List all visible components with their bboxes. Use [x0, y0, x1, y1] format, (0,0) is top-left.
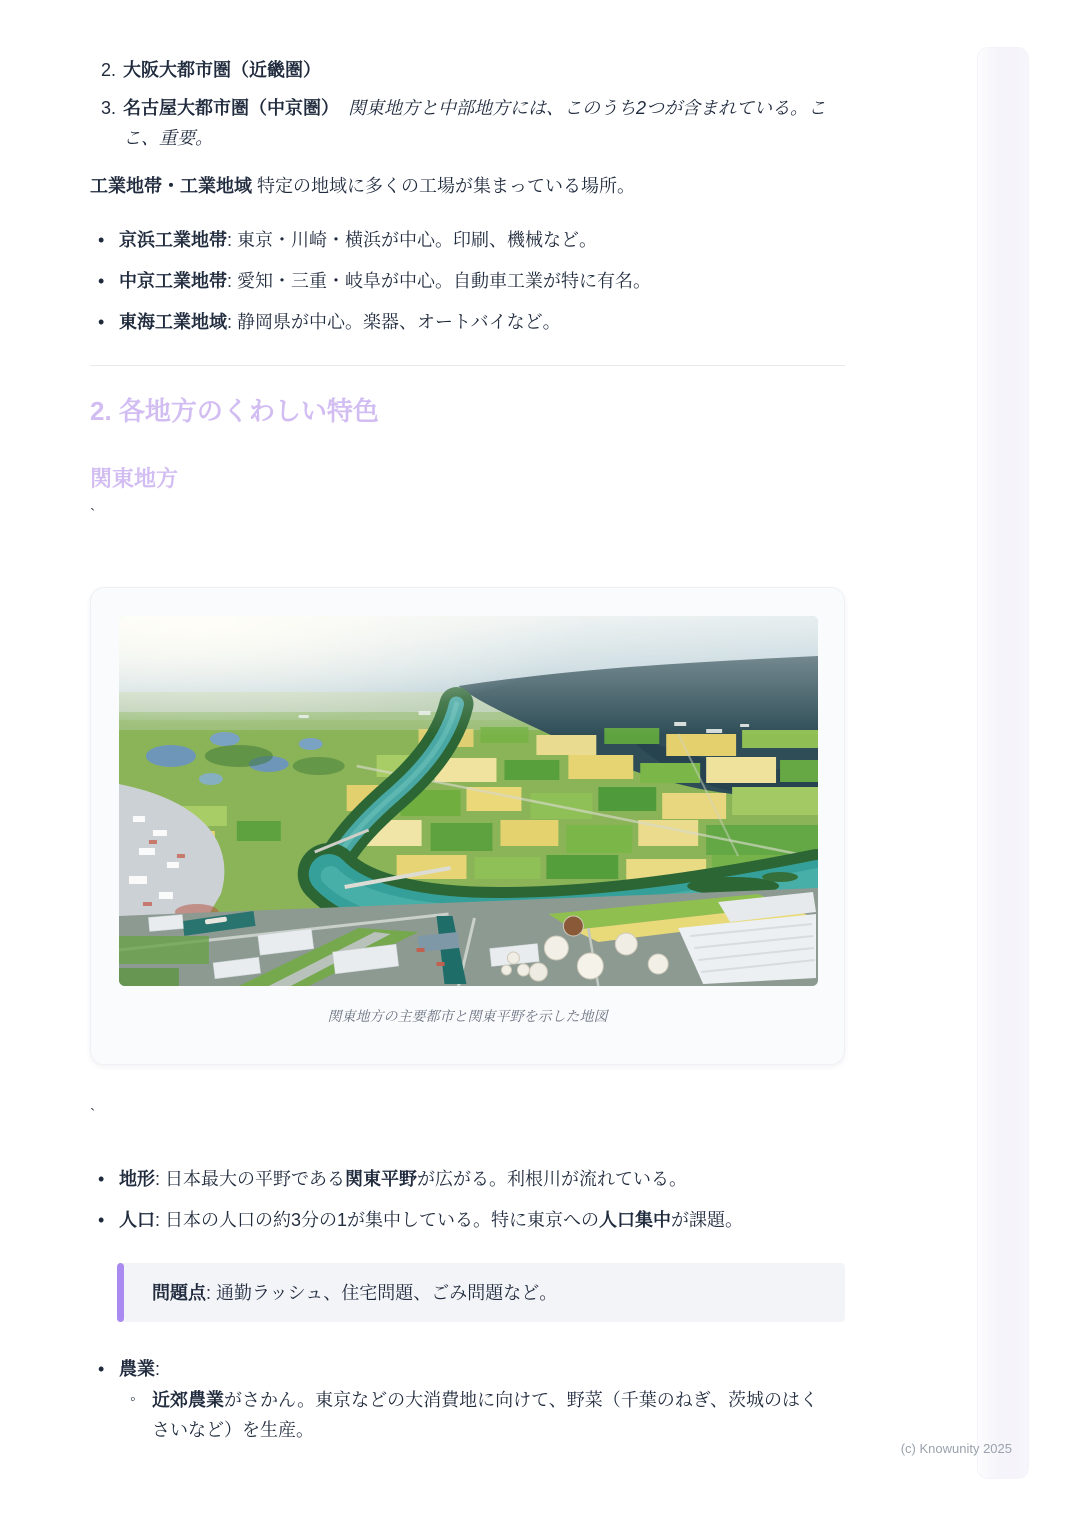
figure-card	[90, 587, 845, 1065]
agriculture-list	[90, 1355, 835, 1458]
kanto-aerial-photo	[119, 616, 818, 986]
subsection-heading-kanto: 関東地方	[90, 466, 179, 491]
metro-area-list	[90, 55, 835, 161]
figure-caption: 関東地方の主要都市と関東平野を示した地図	[327, 1008, 608, 1024]
problem-callout	[117, 1263, 845, 1322]
list-item: • 人口: 日本の人口の約3分の1が集中している。特に東京への人口集中が課題。	[90, 1206, 835, 1234]
stray-backtick: `	[90, 1107, 96, 1124]
agriculture-sublist	[119, 1385, 835, 1445]
list-number: 3.	[100, 98, 116, 118]
copyright-footer: (c) Knowunity 2025	[900, 1441, 1012, 1456]
list-item	[90, 1355, 835, 1445]
list-item: • 京浜工業地帯: 東京・川崎・横浜が中心。印刷、機械など。	[90, 226, 835, 254]
next-page-edge	[978, 48, 1028, 1478]
list-item: • 中京工業地帯: 愛知・三重・岐阜が中心。自動車工業が特に有名。	[90, 267, 835, 295]
stray-backtick: `	[90, 507, 96, 524]
aerial-photo-illustration	[119, 616, 818, 986]
list-item: • 東海工業地域: 静岡県が中心。楽器、オートバイなど。	[90, 308, 835, 336]
list-text: 農業:	[119, 1359, 161, 1379]
list-text: 大阪大都市圏（近畿圏）	[123, 60, 321, 80]
list-item: ◦ 近郊農業がさかん。東京などの大消費地に向けて、野菜（千葉のねぎ、茨城のはくさいなど）を生産。	[119, 1385, 835, 1445]
section-heading: 2. 各地方のくわしい特色	[90, 396, 379, 426]
list-number: 2.	[100, 60, 116, 80]
list-item: • 地形: 日本最大の平野である関東平野が広がる。利根川が流れている。	[90, 1165, 835, 1193]
industrial-zones-list	[90, 226, 835, 349]
section-divider	[90, 365, 845, 366]
list-text: 名古屋大都市圏（中京圏） 関東地方と中部地方には、このうち2つが含まれている。ここ、重要。	[123, 98, 827, 148]
list-item	[90, 93, 835, 153]
kanto-features-list	[90, 1165, 835, 1247]
industry-intro-paragraph: 工業地帯・工業地域 特定の地域に多くの工場が集まっている場所。	[90, 176, 635, 196]
callout-text: 問題点: 通勤ラッシュ、住宅問題、ごみ問題など。	[152, 1282, 558, 1303]
callout-accent-bar	[117, 1263, 124, 1322]
list-item	[90, 55, 835, 85]
